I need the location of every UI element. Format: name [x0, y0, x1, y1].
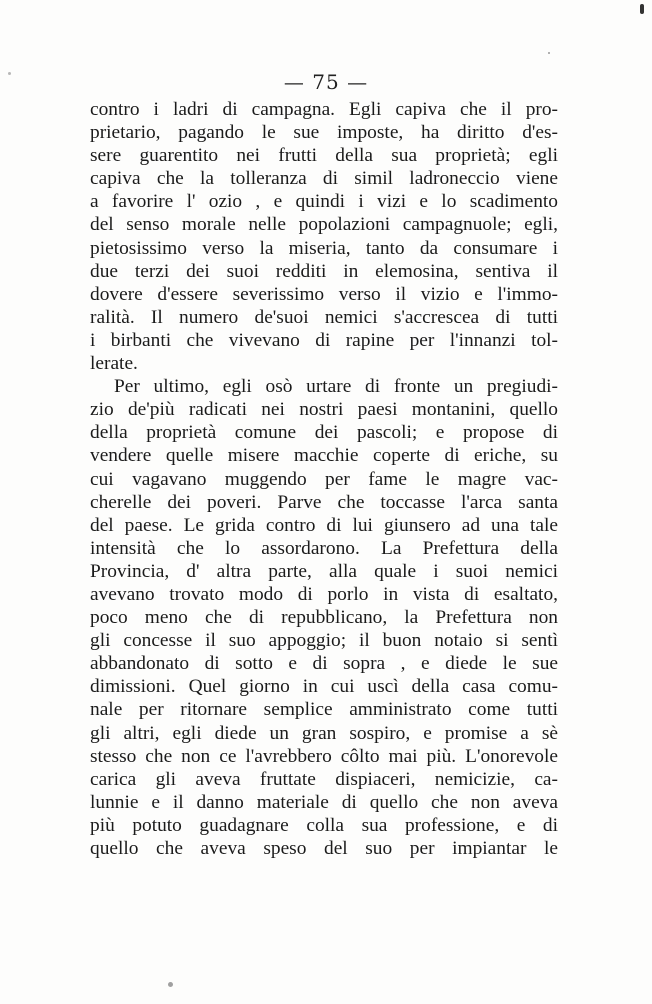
- text-line: abbandonato di sotto e di sopra , e diede le sue: [90, 653, 558, 675]
- text-line: gli altri, egli diede un gran sospiro, e promise a sè: [90, 722, 558, 744]
- paper-speck: [548, 52, 550, 54]
- text-line: lerate.: [90, 353, 138, 375]
- text-line: contro i ladri di campagna. Egli capiva che il pro-: [90, 99, 558, 120]
- text-line: vendere quelle misere macchie coperte di eriche, su: [90, 445, 558, 467]
- text-line: stesso che non ce l'avrebbero côlto mai più. L'onorevole: [90, 745, 558, 767]
- text-line: pietosissimo verso la miseria, tanto da consumare i: [90, 237, 558, 259]
- text-line: prietario, pagando le sue imposte, ha diritto d'es-: [90, 122, 558, 144]
- text-line: gli concesse il suo appoggio; il buon notaio si sentì: [90, 630, 558, 652]
- text-line: del paese. Le grida contro di lui giunsero ad una tale: [90, 514, 558, 536]
- paper-speck: [640, 4, 644, 14]
- text-line: della proprietà comune dei pascoli; e propose di: [90, 422, 558, 444]
- text-line: zio de'più radicati nei nostri paesi montanini, quello: [90, 399, 558, 421]
- paragraph-1: [90, 98, 558, 375]
- paragraph-2: [90, 375, 558, 860]
- text-line: carica gli aveva fruttate dispiaceri, nemicizie, ca-: [90, 768, 558, 790]
- text-line: dimissioni. Quel giorno in cui uscì della casa comu-: [90, 676, 558, 698]
- text-line: due terzi dei suoi redditi in elemosina, sentiva il: [90, 260, 558, 282]
- text-line: Per ultimo, egli osò urtare di fronte un pregiudi-: [114, 376, 558, 398]
- paper-speck: [8, 72, 11, 75]
- text-line: cherelle dei poveri. Parve che toccasse l'arca santa: [90, 491, 558, 513]
- text-line: più potuto guadagnare colla sua professione, e di: [90, 814, 558, 836]
- text-line: avevano trovato modo di porlo in vista di esaltato,: [90, 583, 558, 605]
- text-line: i birbanti che vivevano di rapine per l'innanzi tol-: [90, 329, 558, 351]
- paper-speck: [168, 982, 173, 987]
- text-line: a favorire l' ozio , e quindi i vizi e lo scadimento: [90, 191, 558, 213]
- text-line: ralità. Il numero de'suoi nemici s'accrescea di tutti: [90, 306, 558, 328]
- text-line: intensità che lo assordarono. La Prefettura della: [90, 537, 558, 559]
- text-line: capiva che la tolleranza di simil ladroneccio viene: [90, 168, 558, 190]
- text-line: cui vagavano muggendo per fame le magre vac-: [90, 468, 558, 490]
- text-line: sere guarentito nei frutti della sua proprietà; egli: [90, 145, 558, 167]
- page-number: — 75 —: [283, 70, 369, 94]
- text-line: poco meno che di repubblicano, la Prefettura non: [90, 607, 558, 629]
- page-body-text: [90, 98, 558, 860]
- text-line: del senso morale nelle popolazioni campagnuole; egli,: [90, 214, 558, 236]
- text-line: dovere d'essere severissimo verso il vizio e l'immo-: [90, 283, 558, 305]
- text-line: nale per ritornare semplice amministrato come tutti: [90, 699, 558, 721]
- text-line: lunnie e il danno materiale di quello che non aveva: [90, 791, 558, 813]
- text-line: Provincia, d' altra parte, alla quale i suoi nemici: [90, 560, 558, 582]
- text-line: quello che aveva speso del suo per impiantar le: [90, 838, 558, 859]
